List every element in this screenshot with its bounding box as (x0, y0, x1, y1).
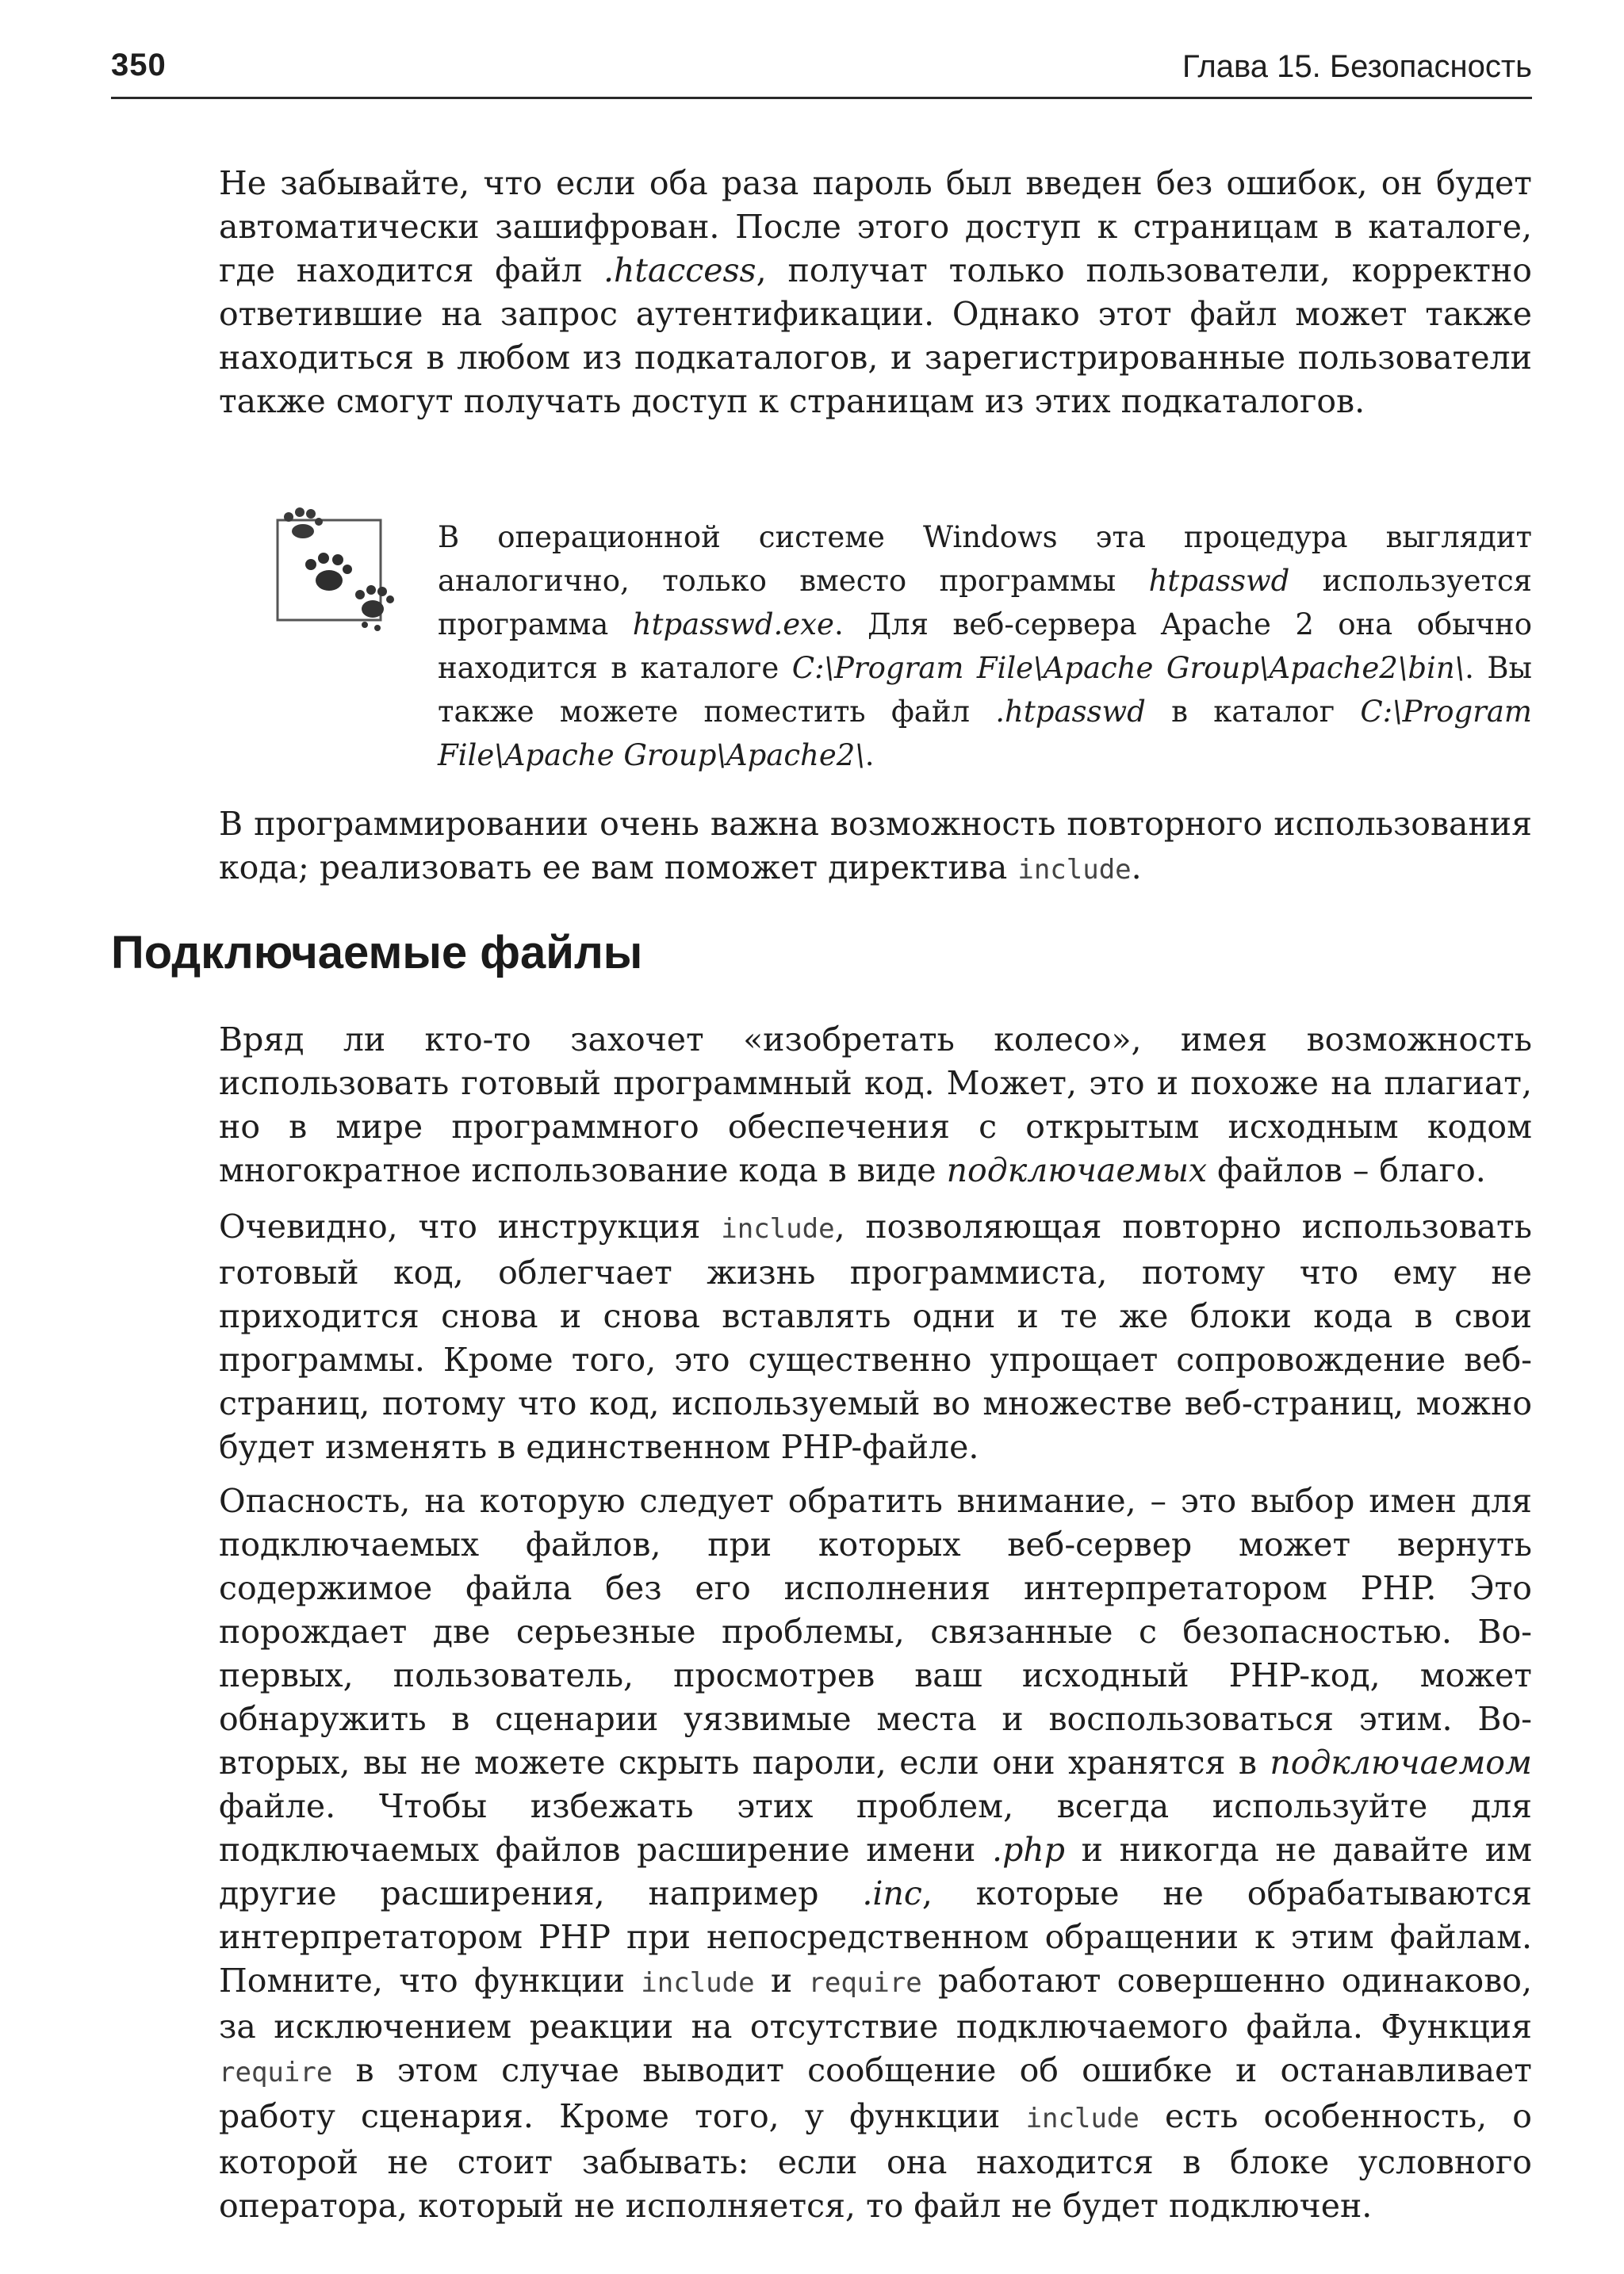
paragraph-text: Вряд ли кто-то захочет «изобретать колесо», имея возможность использовать готовый программный код. Может, это и похоже на плагиат, но в мире программного обеспечения с открытым исходным кодом многократное использование кода в виде (219, 1020, 1532, 1189)
code-include: include (721, 1213, 835, 1245)
paragraph-text: , которые не обрабатываются интерпретатором PHP при непосредственном обращении к этим файлам. Помните, что функции (219, 1874, 1532, 2000)
extension-php: .php (992, 1831, 1065, 1869)
section-heading: Подключаемые файлы (111, 927, 643, 978)
filename-htpasswd: .htpasswd (995, 695, 1146, 729)
note-text: . Вы также можете поместить файл (438, 651, 1532, 729)
code-include: include (1025, 2103, 1139, 2134)
paragraph-text: работают совершенно одинаково, за исключением реакции на отсутствие подключаемого файла. Функция (219, 1962, 1532, 2046)
paragraph-text: Очевидно, что инструкция (219, 1208, 722, 1246)
note-text: используется программа (438, 564, 1533, 641)
note-text: в каталог (1145, 695, 1361, 729)
paragraph-wheel (219, 1018, 1532, 1193)
paw-print-top (284, 507, 323, 538)
paragraph-text: и никогда не давайте им другие расширения, например (219, 1831, 1532, 1912)
paragraph-text: файлов – благо. (1207, 1151, 1486, 1189)
paw-print-middle (305, 553, 352, 591)
paragraph-danger (219, 1480, 1532, 2228)
paragraph-text: Опасность, на которую следует обратить внимание, – это выбор имен для подключаемых файлов, при которых веб-сервер может вернуть содержимое файла без его исполнения интерпретатором PHP. Это порождает две серьезные проблемы, связанные с безопасностью. Во-первых, пользователь, просмотрев ваш исходный PHP-код, может обнаружить в сценарии уязвимые места и воспользоваться этим. Во-вторых, вы не можете скрыть пароли, если они хранятся в (219, 1482, 1532, 1782)
paragraph-text: , получат только пользователи, корректно ответившие на запрос аутентификации. Однако этот файл может также находиться в любом из подкаталогов, и зарегистрированные пользователи также смогут получать доступ к страницам из этих подкаталогов. (219, 251, 1532, 420)
program-htpasswd-exe: htpasswd.exe (632, 607, 834, 641)
paragraph-text: В программировании очень важна возможность повторного использования кода; реализовать ее вам поможет директива (219, 805, 1532, 886)
emphasis-included: подключаемых (946, 1151, 1208, 1189)
windows-note (438, 515, 1532, 777)
paragraph-include (219, 1205, 1532, 1469)
paragraph-text: файле. Чтобы избежать этих проблем, всегда используйте для подключаемых файлов расширение имени (219, 1787, 1532, 1869)
paragraph-text: есть особенность, о которой не стоит забывать: если она находится в блоке условного оператора, который не исполняется, то файл не будет подключен. (219, 2097, 1532, 2225)
paragraph-reuse (219, 802, 1532, 892)
paw-print-bottom (355, 585, 394, 631)
paragraph-text: Не забывайте, что если оба раза пароль был введен без ошибок, он будет автоматически зашифрован. После этого доступ к страницам в каталоге, где находится файл (219, 164, 1532, 289)
running-title: Глава 15. Безопасность (1182, 49, 1532, 84)
paragraph-text: . (1131, 848, 1142, 886)
extension-inc: .inc (862, 1874, 922, 1912)
program-htpasswd: htpasswd (1148, 564, 1290, 598)
running-header (111, 46, 1532, 99)
note-text: . (864, 738, 875, 772)
paragraph-htaccess (219, 162, 1532, 423)
paragraph-text: в этом случае выводит сообщение об ошибке и останавливает работу сценария. Кроме того, у функции (219, 2051, 1532, 2135)
note-text: . Для веб-сервера Apache 2 она обычно находится в каталоге (438, 607, 1532, 685)
paragraph-text: и (754, 1962, 809, 2000)
code-require: require (808, 1967, 922, 1999)
paragraph-text: , позволяющая повторно использовать готовый код, облегчает жизнь программиста, потому что ему не приходится снова и снова вставлять одни и те же блоки кода в свои программы. Кроме того, это существенно упрощает сопровождение веб-страниц, потому что код, используемый во множестве веб-страниц, можно будет изменять в единственном PHP-файле. (219, 1208, 1532, 1466)
emphasis-included: подключаемом (1270, 1744, 1532, 1782)
code-include: include (1017, 854, 1132, 886)
code-require: require (219, 2057, 333, 2088)
paw-prints-icon (262, 507, 420, 634)
filename-htaccess: .htaccess (603, 251, 756, 289)
note-text: В операционной системе Windows эта процедура выглядит аналогично, только вместо программы (438, 520, 1532, 598)
page-number: 350 (111, 48, 167, 82)
path-apache2: C:\Program File\Apache Group\Apache2\ (438, 695, 1532, 772)
path-apache-bin: C:\Program File\Apache Group\Apache2\bin\ (791, 651, 1465, 685)
code-include: include (641, 1967, 755, 1999)
